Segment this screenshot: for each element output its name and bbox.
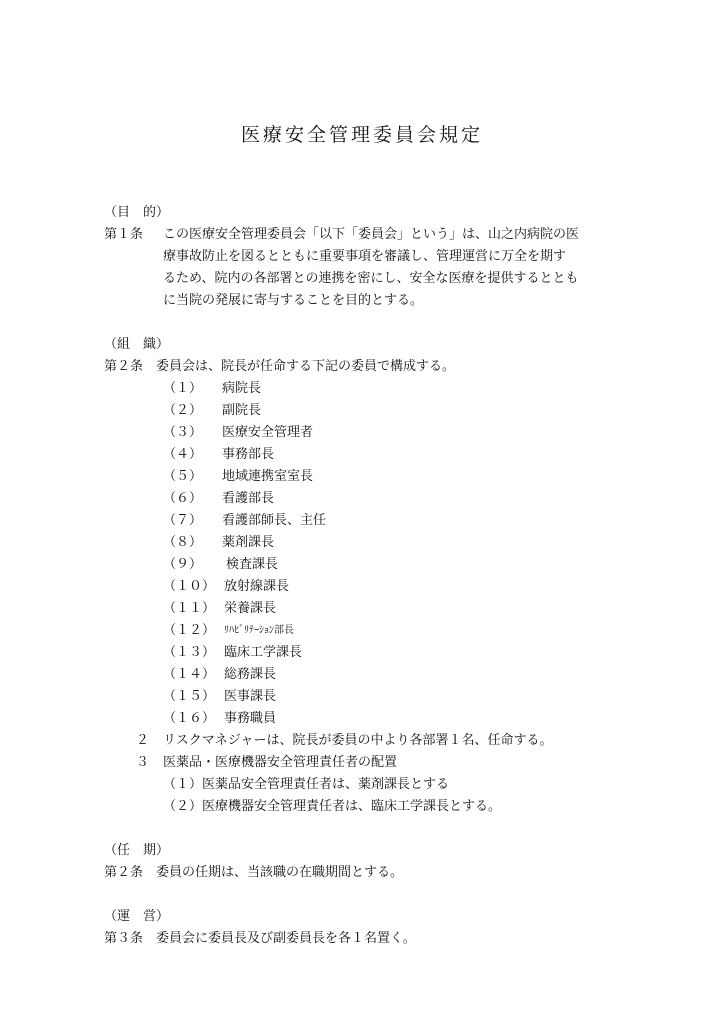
article-1-line-2: 療事故防止を図るとともに重要事項を審議し、管理運営に万全を期す (163, 249, 567, 264)
sub-item: （１）医薬品安全管理責任者は、薬剤課長とする (163, 777, 450, 792)
member-label: 放射線課長 (224, 579, 290, 594)
member-number: （６） (163, 491, 203, 506)
paragraph-3-text: 医薬品・医療機器安全管理責任者の配置 (163, 755, 398, 770)
member-label: 看護部長 (222, 491, 275, 506)
paragraph-number-2: ２ (136, 733, 150, 748)
member-number: （１０） (163, 579, 216, 594)
sub-item: （２）医療機器安全管理責任者は、臨床工学課長とする。 (163, 799, 502, 814)
article-1-line-3: るため、院内の各部署との連携を密にし、安全な医療を提供するととも (163, 271, 579, 286)
article-3-text: 委員会に委員長及び副委員長を各１名置く。 (156, 931, 416, 946)
section-heading-organization: （組 織） (104, 337, 170, 352)
member-number: （１４） (163, 667, 216, 682)
member-label: 総務課長 (224, 667, 277, 682)
paragraph-number-3: ３ (136, 755, 150, 770)
article-number-term: 第２条 (104, 865, 144, 880)
section-heading-purpose: （目 的） (104, 205, 170, 220)
article-2-text: 委員会は、院長が任命する下記の委員で構成する。 (156, 359, 456, 374)
member-number: （５） (163, 469, 203, 484)
article-1-line-4: に当院の発展に寄与することを目的とする。 (163, 293, 424, 308)
member-label: 医事課長 (224, 689, 277, 704)
member-label: ﾘﾊﾋﾞﾘﾃｰｼｮﾝ部長 (224, 625, 294, 636)
paragraph-2-text: リスクマネジャーは、院長が委員の中より各部署１名、任命する。 (163, 733, 553, 748)
section-heading-term: （任 期） (104, 843, 170, 858)
member-number: （１６） (163, 711, 216, 726)
article-number-3: 第３条 (104, 931, 144, 946)
member-number: （８） (163, 535, 203, 550)
member-number: （１１） (163, 601, 216, 616)
member-number: （１） (163, 381, 203, 396)
member-number: （７） (163, 513, 203, 528)
article-1-line-1: この医療安全管理委員会「以下「委員会」という」は、山之内病院の医 (163, 227, 580, 242)
article-term-text: 委員の任期は、当該職の在職期間とする。 (156, 865, 404, 880)
member-number: （４） (163, 447, 203, 462)
member-number: （３） (163, 425, 203, 440)
member-label: 看護部師長、主任 (222, 513, 327, 528)
member-label: 薬剤課長 (222, 535, 275, 550)
member-number: （１５） (163, 689, 216, 704)
member-label: 地域連携室室長 (222, 469, 314, 484)
member-number: （１２） (163, 623, 216, 638)
article-number-2: 第２条 (104, 359, 144, 374)
member-label: 栄養課長 (224, 601, 277, 616)
article-number-1: 第１条 (104, 227, 144, 242)
document-title: 医療安全管理委員会規定 (240, 124, 483, 146)
member-number: （９） (163, 557, 203, 572)
member-label: 臨床工学課長 (224, 645, 303, 660)
member-label: 副院長 (222, 403, 262, 418)
member-label: 検査課長 (226, 557, 279, 572)
member-label: 事務部長 (222, 447, 275, 462)
member-label: 病院長 (222, 381, 262, 396)
member-number: （２） (163, 403, 203, 418)
member-label: 医療安全管理者 (222, 425, 314, 440)
member-number: （１３） (163, 645, 216, 660)
section-heading-operation: （運 営） (104, 909, 170, 924)
member-label: 事務職員 (224, 711, 277, 726)
